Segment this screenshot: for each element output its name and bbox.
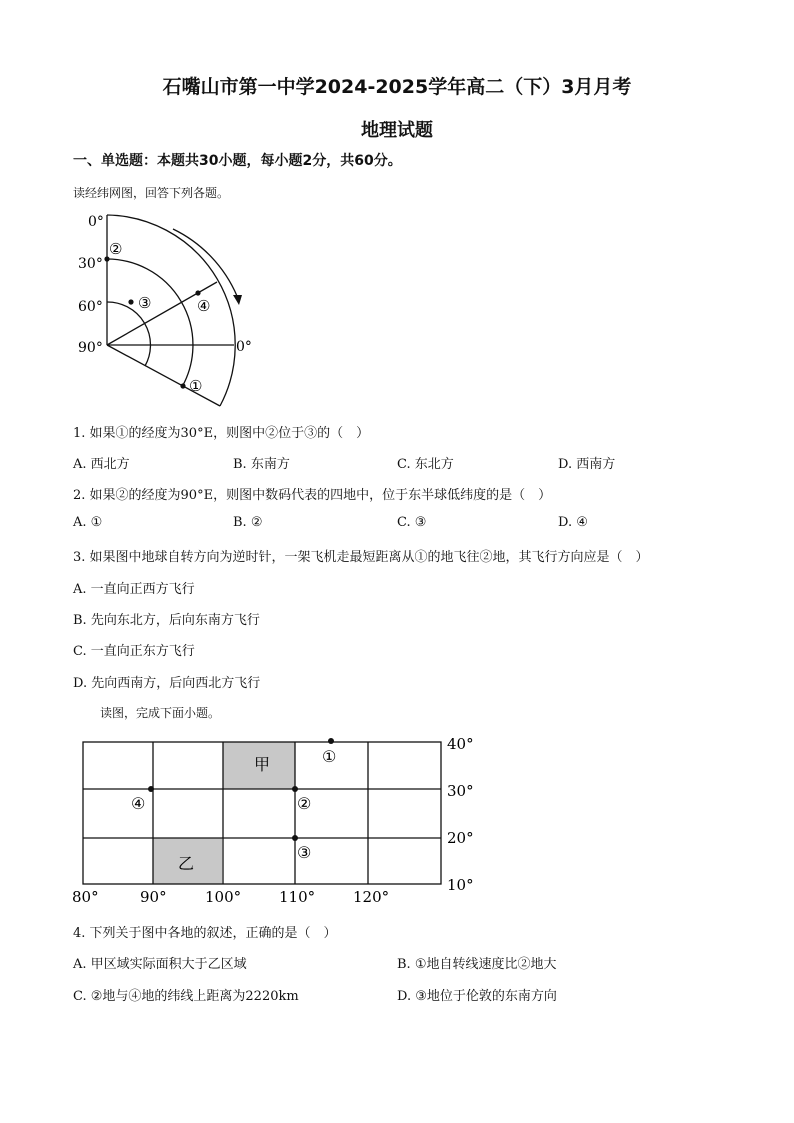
lat-label-10: 10° — [447, 876, 474, 894]
q2-option-c[interactable]: C. ③ — [397, 515, 427, 530]
point-2-label: ② — [297, 794, 312, 813]
point-1-dot — [180, 383, 185, 388]
q3-option-b[interactable]: B. 先向东北方，后向东南方飞行 — [73, 613, 260, 628]
q4-option-b[interactable]: B. ①地自转线速度比②地大 — [397, 957, 557, 972]
q1-option-c[interactable]: C. 东北方 — [397, 457, 454, 472]
lon-label-120: 120° — [353, 888, 390, 906]
question-3-stem: 3. 如果图中地球自转方向为逆时针，一架飞机走最短距离从①的地飞往②地，其飞行方向应是（ ） — [73, 550, 649, 565]
question-4-stem: 4. 下列关于图中各地的叙述，正确的是（ ） — [73, 926, 337, 941]
lat-label-30: 30° — [447, 782, 474, 800]
lon-label-0: 0° — [236, 339, 252, 355]
grid-map-figure — [68, 730, 488, 910]
point-3-label: ③ — [297, 843, 312, 862]
lat-label-0: 0° — [88, 214, 104, 230]
figure2-intro: 读图，完成下面小题。 — [100, 706, 221, 720]
point-1-dot — [328, 738, 334, 744]
q2-option-a[interactable]: A. ① — [73, 515, 103, 530]
question-2-stem: 2. 如果②的经度为90°E，则图中数码代表的四地中，位于东半球低纬度的是（ ） — [73, 488, 552, 503]
point-4-dot — [148, 786, 154, 792]
q2-option-d[interactable]: D. ④ — [558, 515, 588, 530]
meridian-lower-edge — [107, 345, 220, 406]
lat-label-90: 90° — [78, 340, 103, 356]
lat-label-60: 60° — [78, 299, 103, 315]
point-4-label: ④ — [131, 794, 146, 813]
point-2-label: ② — [109, 240, 123, 258]
q1-option-d[interactable]: D. 西南方 — [558, 457, 616, 472]
q3-option-d[interactable]: D. 先向西南方，后向西北方飞行 — [73, 676, 261, 691]
graticule-figure — [70, 205, 270, 415]
point-2-dot — [292, 786, 298, 792]
point-1-label: ① — [189, 377, 203, 395]
page-title: 石嘴山市第一中学2024-2025学年高二（下）3月月考 — [162, 76, 632, 98]
section-heading: 一、单选题：本题共30小题，每小题2分，共60分。 — [73, 153, 402, 169]
lat-label-40: 40° — [447, 735, 474, 753]
region-yi-label: 乙 — [178, 854, 195, 873]
parallel-0 — [107, 215, 235, 406]
q4-option-c[interactable]: C. ②地与④地的纬线上距离为2220km — [73, 989, 299, 1004]
lon-label-110: 110° — [279, 888, 316, 906]
point-3-dot — [292, 835, 298, 841]
lon-label-80: 80° — [72, 888, 99, 906]
q3-option-c[interactable]: C. 一直向正东方飞行 — [73, 644, 195, 659]
question-1-stem: 1. 如果①的经度为30°E，则图中②位于③的（ ） — [73, 426, 370, 441]
lat-label-30: 30° — [78, 256, 103, 272]
q3-option-a[interactable]: A. 一直向正西方飞行 — [73, 582, 195, 597]
lat-label-20: 20° — [447, 829, 474, 847]
point-4-dot — [195, 290, 200, 295]
region-jia-label: 甲 — [254, 755, 271, 774]
q4-option-d[interactable]: D. ③地位于伦敦的东南方向 — [397, 989, 557, 1004]
figure1-intro: 读经纬网图，回答下列各题。 — [73, 186, 230, 200]
q2-option-b[interactable]: B. ② — [233, 515, 263, 530]
q4-option-a[interactable]: A. 甲区域实际面积大于乙区域 — [73, 957, 247, 972]
lon-label-90: 90° — [140, 888, 167, 906]
point-1-label: ① — [322, 747, 337, 766]
q1-option-a[interactable]: A. 西北方 — [73, 457, 130, 472]
q1-option-b[interactable]: B. 东南方 — [233, 457, 290, 472]
point-3-label: ③ — [138, 294, 152, 312]
lon-label-100: 100° — [205, 888, 242, 906]
point-4-label: ④ — [197, 297, 211, 315]
page-subtitle: 地理试题 — [361, 120, 433, 141]
point-3-dot — [128, 299, 133, 304]
